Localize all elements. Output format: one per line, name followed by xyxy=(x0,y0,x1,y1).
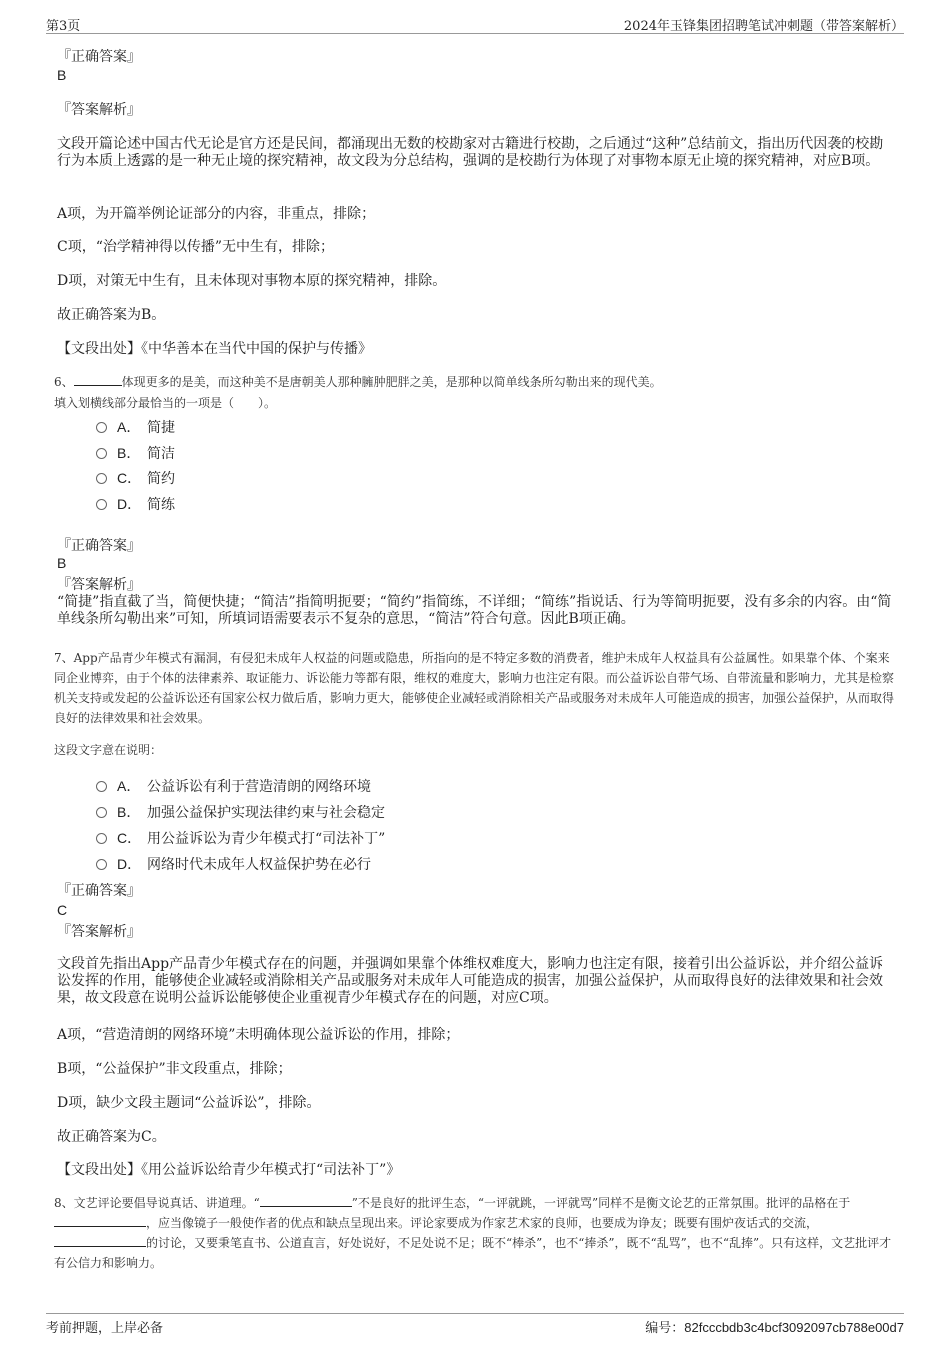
radio-icon[interactable] xyxy=(96,448,107,459)
q6-analysis: “简捷”指直截了当，简便快捷；“简洁”指简明扼要；“简约”指简练，不详细；“简练”指说话、行为等简明扼要，没有多余的内容。由“简单线条所勾勒出来”可知，所填词语需要表示不复杂的意思，“简洁”符合句意。因此B项正确。 xyxy=(57,594,892,627)
q8-blank-2 xyxy=(54,1214,146,1227)
q7-analysis-p1: 文段首先指出App产品青少年模式存在的问题，并强调如果靠个体维权难度大，影响力也注定有限，接着引出公益诉讼，并介绍公益诉讼发挥的作用，能够使企业减轻或消除相关产品或服务对未成年人可能造成的损害，加强公益保护，从而取得良好的法律效果和社会效果，故文段意在说明公益诉讼能够使企业重视青少年模式存在的问题，对应C项。 xyxy=(57,956,884,1006)
document-title: 2024年玉锋集团招聘笔试冲刺题（带答案解析） xyxy=(623,19,904,34)
q7-option-a[interactable]: A． 公益诉讼有利于营造清朗的网络环境 xyxy=(96,777,371,796)
q8-blank-3 xyxy=(54,1234,146,1247)
radio-icon[interactable] xyxy=(96,781,107,792)
q5-conclusion: 故正确答案为B。 xyxy=(57,307,166,323)
q5-analysis-d: D项，对策无中生有，且未体现对事物本原的探究精神，排除。 xyxy=(57,273,447,289)
q6-option-a[interactable]: A． 简捷 xyxy=(96,418,175,437)
page-header xyxy=(46,13,904,34)
q8-stem: 8、文艺评论要倡导说真话、讲道理。“ ”不是良好的批评生态，“一评就跳，一评就骂”同样不是衡文论艺的正常氛围。批评的品格在于，应当像镜子一般使作者的优点和缺点呈现出来。评论家要成为作家艺术家的良师，也要成为诤友；既要有围炉夜话式的交流，的讨论，又要秉笔直书、公道直言，好处说好，不足处说不足；既不“棒杀”，也不“捧杀”，既不“乱骂”，也不“乱捧”。只有这样，文艺批评才有公信力和影响力。 xyxy=(54,1196,892,1270)
radio-icon[interactable] xyxy=(96,807,107,818)
q7-analysis-label: 『答案解析』 xyxy=(57,924,141,940)
page-footer xyxy=(46,1313,904,1334)
q7-answer: C xyxy=(57,902,68,918)
footer-slogan: 考前押题，上岸必备 xyxy=(46,1321,164,1336)
q6-option-c[interactable]: C． 简约 xyxy=(96,469,175,488)
q7-analysis-a: A项，“营造清朗的网络环境”未明确体现公益诉讼的作用，排除； xyxy=(57,1027,460,1043)
q6-blank xyxy=(74,373,122,386)
q7-analysis-b: B项，“公益保护”非文段重点，排除； xyxy=(57,1061,292,1077)
radio-icon[interactable] xyxy=(96,859,107,870)
radio-icon[interactable] xyxy=(96,499,107,510)
radio-icon[interactable] xyxy=(96,473,107,484)
q7-conclusion: 故正确答案为C。 xyxy=(57,1129,166,1145)
q7-analysis-d: D项，缺少文段主题词“公益诉讼”，排除。 xyxy=(57,1095,321,1111)
q6-option-b[interactable]: B． 简洁 xyxy=(96,444,175,463)
q7-option-b[interactable]: B． 加强公益保护实现法律约束与社会稳定 xyxy=(96,803,385,822)
q7-source: 【文段出处】《用公益诉讼给青少年模式打“司法补丁”》 xyxy=(57,1162,401,1178)
radio-icon[interactable] xyxy=(96,422,107,433)
q6-instruction: 填入划横线部分最恰当的一项是（ ）。 xyxy=(54,396,277,410)
document-code: 编号：82fcccbdb3c4bcf3092097cb788e00d7 xyxy=(645,1320,904,1336)
q5-source: 【文段出处】《中华善本在当代中国的保护与传播》 xyxy=(57,341,372,357)
q6-answer: B xyxy=(57,555,67,571)
q7-instruction: 这段文字意在说明： xyxy=(54,743,163,757)
q6-answer-label: 『正确答案』 xyxy=(57,538,141,554)
q5-analysis-c: C项，“治学精神得以传播”无中生有，排除； xyxy=(57,239,335,255)
q5-analysis-a: A项，为开篇举例论证部分的内容，非重点，排除； xyxy=(57,206,376,222)
q5-answer: B xyxy=(57,67,67,83)
radio-icon[interactable] xyxy=(96,833,107,844)
q6-stem: 6、 体现更多的是美，而这种美不是唐朝美人那种臃肿肥胖之美，是那种以简单线条所勾勒出来的现代美。 xyxy=(54,375,662,389)
q6-option-d[interactable]: D． 简练 xyxy=(96,495,175,514)
q7-answer-label: 『正确答案』 xyxy=(57,883,141,899)
q5-analysis-p1: 文段开篇论述中国古代无论是官方还是民间，都涌现出无数的校勘家对古籍进行校勘，之后通过“这种”总结前文，指出历代因袭的校勘行为本质上透露的是一种无止境的探究精神，故文段为分总结构，强调的是校勘行为体现了对事物本原无止境的探究精神，对应B项。 xyxy=(57,136,884,169)
q7-option-d[interactable]: D． 网络时代未成年人权益保护势在必行 xyxy=(96,855,371,874)
page-number: 第3页 xyxy=(46,19,81,34)
q5-analysis-label: 『答案解析』 xyxy=(57,102,141,118)
q8-blank-1 xyxy=(260,1194,352,1207)
q7-stem: 7、App产品青少年模式有漏洞，有侵犯未成年人权益的问题或隐患，所指向的是不特定多数的消费者，维护未成年人权益具有公益属性。如果靠个体、个案来同企业博弈，由于个体的法律素养、取证能力、诉讼能力等都有限，维权的难度大，影响力也注定有限。而公益诉讼自带气场、自带流量和影响力，尤其是检察机关支持或发起的公益诉讼还有国家公权力做后盾，影响力更大，能够使企业减轻或消除相关产品或服务对未成年人可能造成的损害，加强公益保护，从而取得良好的法律效果和社会效果。 xyxy=(54,651,895,725)
q6-analysis-label: 『答案解析』 xyxy=(57,577,141,593)
q5-answer-label: 『正确答案』 xyxy=(57,49,141,65)
q7-option-c[interactable]: C． 用公益诉讼为青少年模式打“司法补丁” xyxy=(96,829,385,848)
